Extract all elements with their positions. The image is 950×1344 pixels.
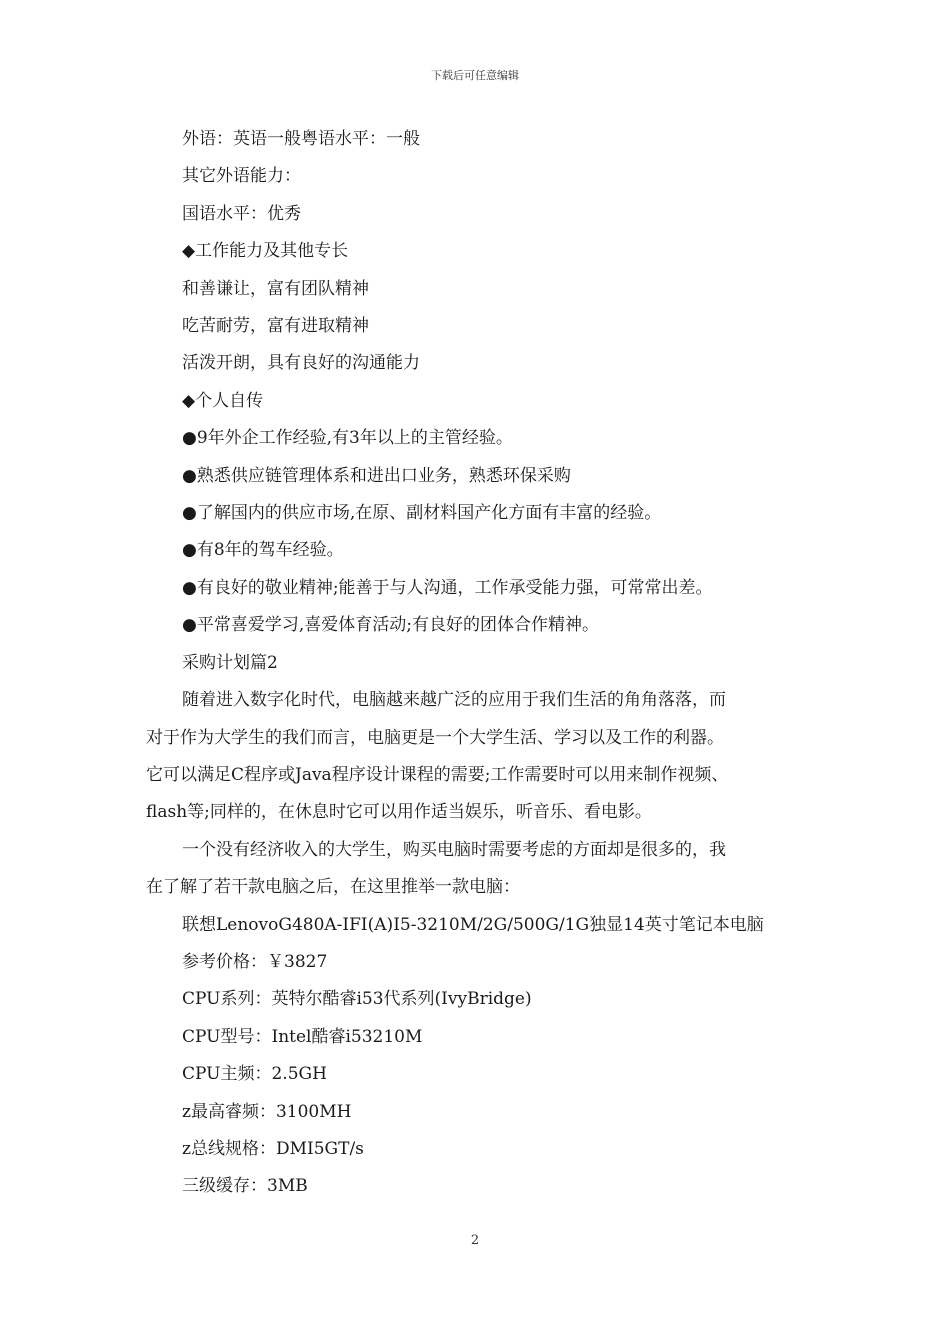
paragraph-line: 一个没有经济收入的大学生，购买电脑时需要考虑的方面却是很多的，我 <box>182 839 726 860</box>
paragraph-line: 它可以满足C程序或Java程序设计课程的需要;工作需要时可以用来制作视频、 <box>146 764 729 785</box>
bullet-item: ●有8年的驾车经验。 <box>182 540 344 561</box>
article-title: 采购计划篇2 <box>182 652 278 673</box>
text-line: 外语：英语一般粤语水平：一般 <box>182 129 420 149</box>
bullet-item: ●熟悉供应链管理体系和进出口业务，熟悉环保采购 <box>182 465 571 486</box>
spec-line: 三级缓存：3MB <box>182 1176 308 1197</box>
paragraph-line: flash等;同样的，在休息时它可以用作适当娱乐，听音乐、看电影。 <box>146 802 652 823</box>
spec-line: z最高睿频：3100MH <box>182 1101 352 1122</box>
spec-line: CPU型号：Intel酷睿i53210M <box>182 1026 423 1047</box>
text-line: 其它外语能力： <box>182 166 301 187</box>
text-line: 活泼开朗，具有良好的沟通能力 <box>182 353 420 374</box>
bullet-item: ●有良好的敬业精神;能善于与人沟通，工作承受能力强，可常常出差。 <box>182 577 713 598</box>
section-heading: ◆个人自传 <box>182 390 264 411</box>
text-line: 吃苦耐劳，富有进取精神 <box>182 316 369 337</box>
bullet-item: ●平常喜爱学习,喜爱体育活动;有良好的团体合作精神。 <box>182 615 599 636</box>
bullet-item: ●了解国内的供应市场,在原、副材料国产化方面有丰富的经验。 <box>182 503 662 524</box>
bullet-item: ●9年外企工作经验,有3年以上的主管经验。 <box>182 428 513 449</box>
spec-line: CPU主频：2.5GH <box>182 1064 327 1085</box>
paragraph-line: 在了解了若干款电脑之后，在这里推举一款电脑： <box>146 877 520 898</box>
spec-line: CPU系列：英特尔酷睿i53代系列(IvyBridge) <box>182 989 532 1010</box>
text-line: 国语水平：优秀 <box>182 203 301 224</box>
section-heading: ◆工作能力及其他专长 <box>182 241 349 262</box>
text-line: 和善谦让，富有团队精神 <box>182 278 369 299</box>
paragraph-line: 随着进入数字化时代，电脑越来越广泛的应用于我们生活的角角落落，而 <box>182 690 726 711</box>
spec-line: z总线规格：DMI5GT/s <box>182 1138 364 1159</box>
page-header: 下载后可任意编辑 <box>431 69 519 82</box>
product-name: 联想LenovoG480A-IFI(A)I5-3210M/2G/500G/1G独显14英寸笔记本电脑 <box>182 914 764 935</box>
document-body <box>146 121 826 1206</box>
spec-line: 参考价格：￥3827 <box>182 951 328 972</box>
paragraph-line: 对于作为大学生的我们而言，电脑更是一个大学生活、学习以及工作的利器。 <box>146 727 724 748</box>
page-number: 2 <box>470 1233 480 1248</box>
